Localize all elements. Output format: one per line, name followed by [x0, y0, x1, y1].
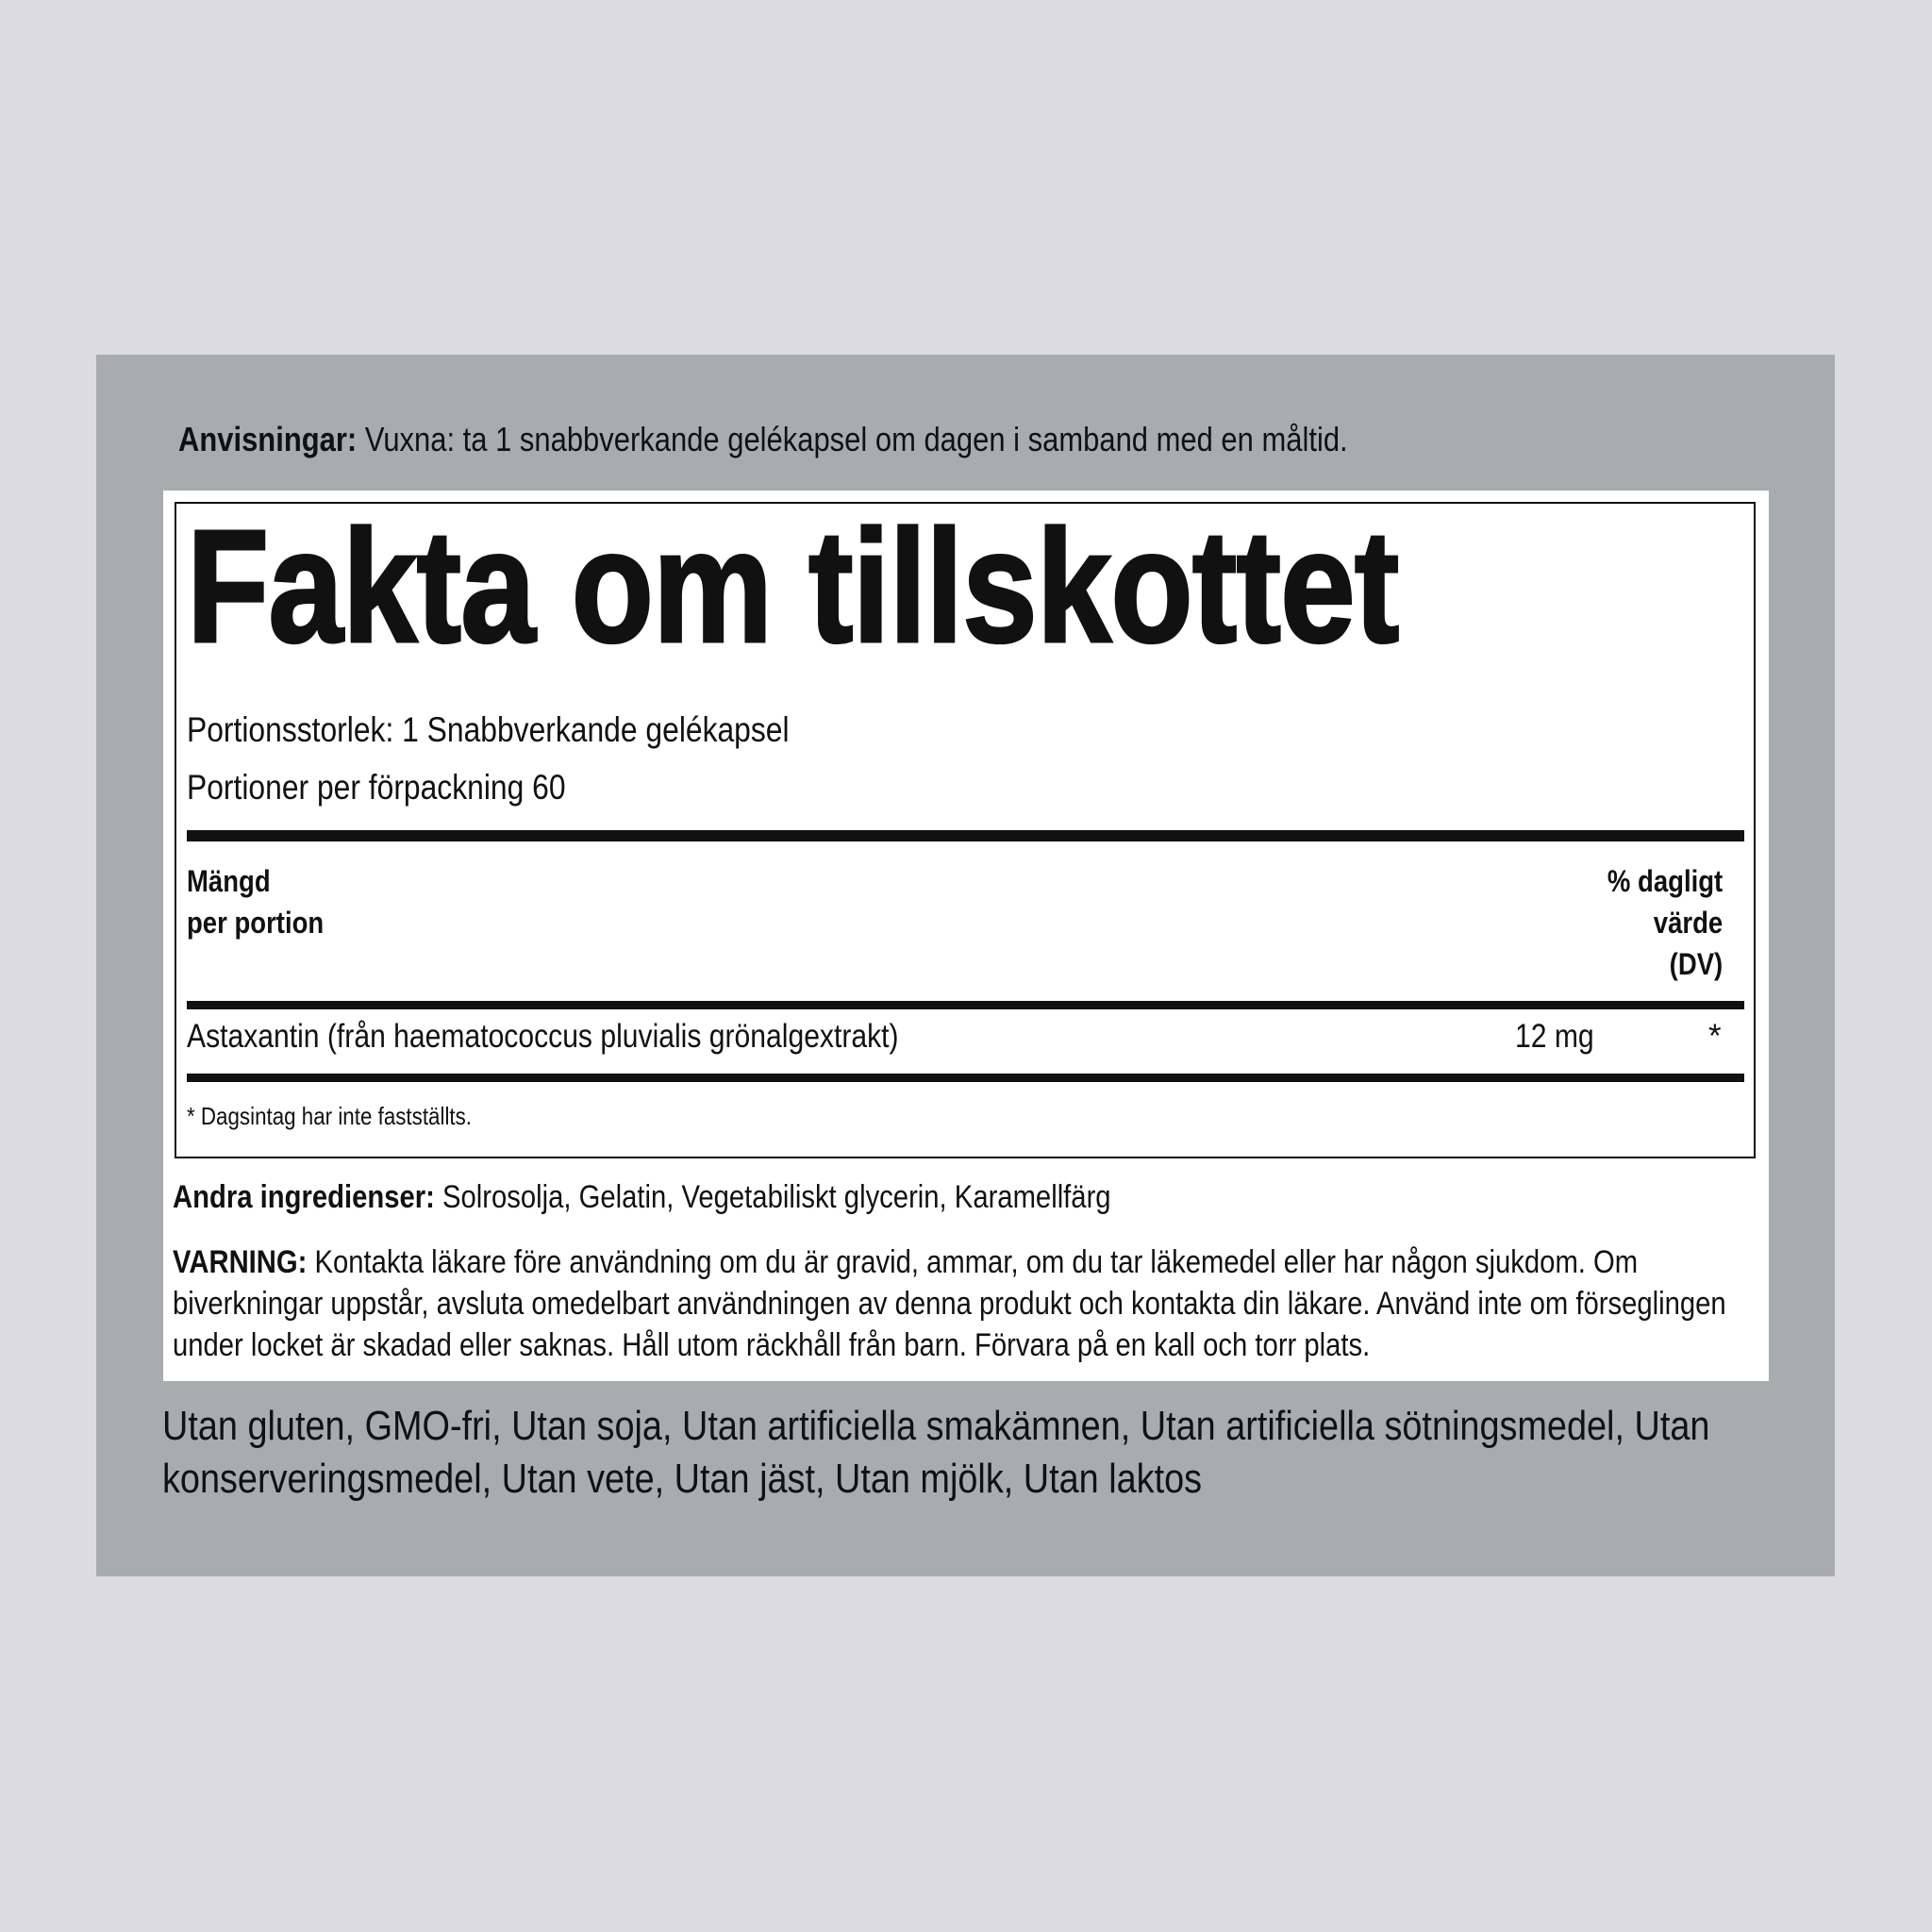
supplement-facts-title: Fakta om tillskottet	[187, 497, 1399, 676]
other-ingredients-label: Andra ingredienser:	[173, 1179, 435, 1215]
daily-value-header	[1607, 860, 1723, 985]
thick-divider	[187, 830, 1744, 841]
daily-value-footnote: * Dagsintag har inte fastställts.	[187, 1102, 473, 1130]
warning-label: VARNING:	[173, 1244, 308, 1280]
nutrient-amount: 12 mg	[1515, 1018, 1594, 1055]
directions-body: Vuxna: ta 1 snabbverkande gelékapsel om dagen i samband med en måltid.	[357, 420, 1348, 458]
servings-per-container: Portioner per förpackning 60	[187, 768, 566, 807]
amount-header-line-2: per portion	[187, 906, 325, 940]
other-ingredients-text: Solrosolja, Gelatin, Vegetabiliskt glycerin, Karamellfärg	[434, 1179, 1111, 1215]
nutrient-daily-value: *	[1708, 1018, 1722, 1055]
other-ingredients	[173, 1175, 1111, 1219]
amount-per-serving-header	[187, 860, 324, 943]
nutrient-divider	[187, 1074, 1744, 1082]
warning-text	[173, 1241, 1730, 1366]
warning-body: Kontakta läkare före användning om du är gravid, ammar, om du tar läkemedel eller har någon sjukdom. Om biverkningar uppstår, avsluta omedelbart användningen av denna produkt och kontakta din läkare. Använd inte om förseglingen under locket är skadad eller saknas. Håll utom räckhåll från barn. Förvara på en kall och torr plats.	[173, 1244, 1726, 1363]
directions-text	[178, 417, 1574, 462]
header-divider	[187, 1001, 1744, 1009]
dv-header-line-1: % dagligt	[1607, 864, 1723, 898]
serving-size: Portionsstorlek: 1 Snabbverkande gelékapsel	[187, 710, 790, 749]
dv-header-line-2: värde	[1653, 906, 1723, 940]
directions-label: Anvisningar:	[178, 420, 358, 458]
free-from-claims: Utan gluten, GMO-fri, Utan soja, Utan artificiella smakämnen, Utan artificiella sötningsmedel, Utan konserveringsmedel, Utan vete, Utan jäst, Utan mjölk, Utan laktos	[162, 1403, 1710, 1502]
dv-header-line-3: (DV)	[1669, 947, 1723, 981]
amount-header-line-1: Mängd	[187, 864, 271, 898]
nutrient-name: Astaxantin (från haematococcus pluvialis grönalgextrakt)	[187, 1018, 899, 1055]
